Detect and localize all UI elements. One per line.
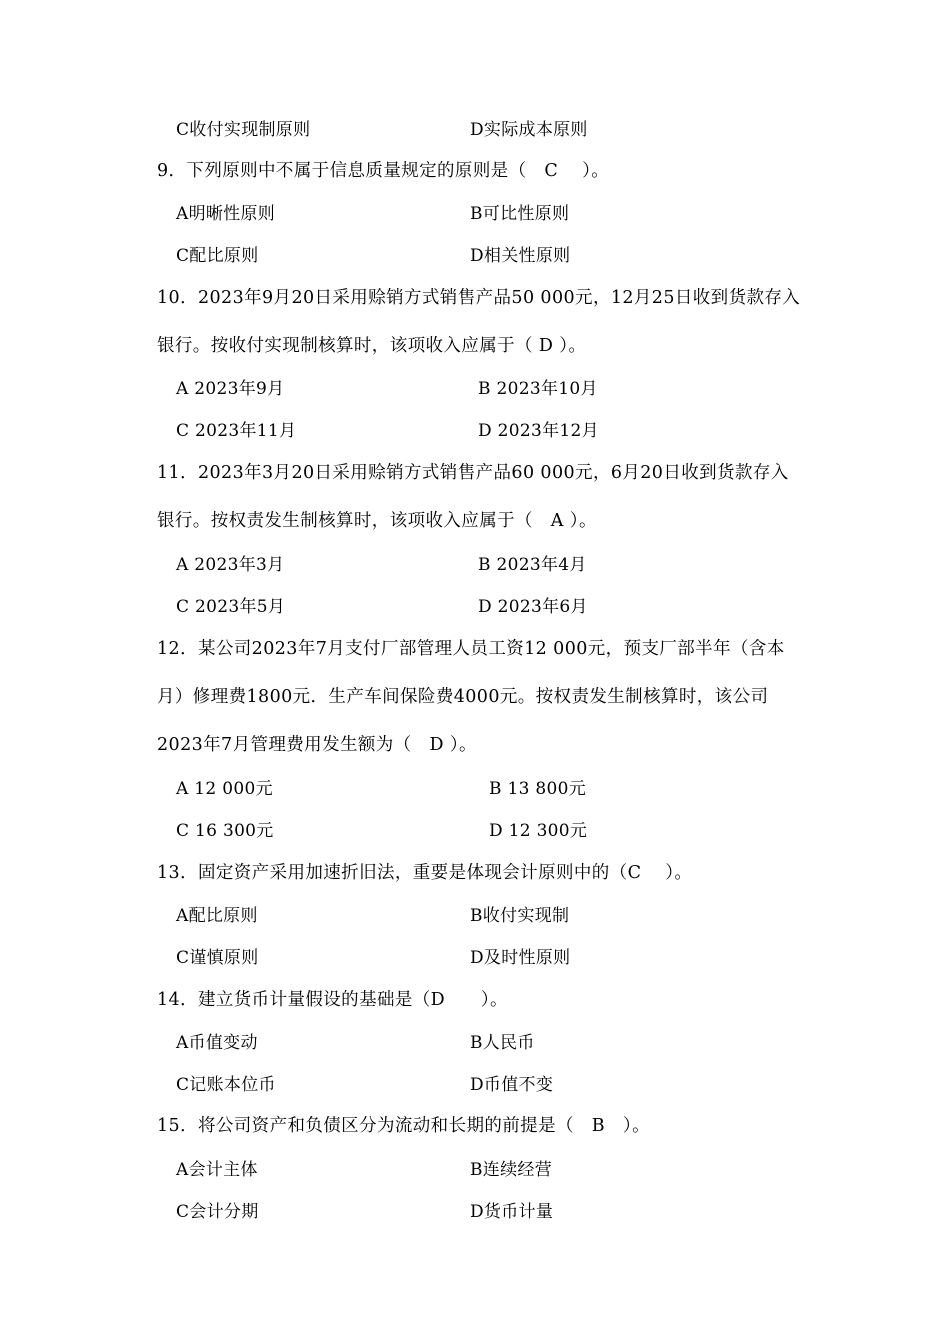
q12-stem-line-3: 2023年7月管理费用发生额为（ D ）。 bbox=[157, 735, 477, 755]
q8-option-d: D实际成本原则 bbox=[470, 120, 588, 140]
q10-option-d: D 2023年12月 bbox=[478, 421, 599, 441]
q13-option-a: A配比原则 bbox=[176, 906, 258, 926]
q14-option-b: B人民币 bbox=[470, 1033, 535, 1053]
q10-option-c: C 2023年11月 bbox=[176, 421, 297, 441]
q15-option-c: C会计分期 bbox=[176, 1202, 259, 1222]
q8-option-c: C收付实现制原则 bbox=[176, 120, 311, 140]
q14-option-c: C记账本位币 bbox=[176, 1075, 276, 1095]
q11-stem-line-1: 11．2023年3月20日采用赊销方式销售产品60 000元，6月20日收到货款存入 bbox=[157, 463, 789, 483]
q13-option-c: C谨慎原则 bbox=[176, 948, 259, 968]
q15-option-a: A会计主体 bbox=[176, 1160, 258, 1180]
q14-stem: 14．建立货币计量假设的基础是（D ）。 bbox=[157, 990, 508, 1010]
q10-option-b: B 2023年10月 bbox=[478, 379, 598, 399]
q12-option-d: D 12 300元 bbox=[489, 821, 588, 841]
q11-option-d: D 2023年6月 bbox=[478, 597, 588, 617]
q15-option-b: B连续经营 bbox=[470, 1160, 552, 1180]
q9-option-b: B可比性原则 bbox=[470, 204, 570, 224]
q12-stem-line-2: 月）修理费1800元．生产车间保险费4000元。按权责发生制核算时，该公司 bbox=[157, 687, 769, 707]
q11-option-b: B 2023年4月 bbox=[478, 555, 587, 575]
q10-stem-line-2: 银行。按收付实现制核算时，该项收入应属于（ D ）。 bbox=[157, 336, 587, 356]
q11-option-a: A 2023年3月 bbox=[176, 555, 285, 575]
q15-stem: 15．将公司资产和负债区分为流动和长期的前提是（ B ）。 bbox=[157, 1116, 650, 1136]
q13-option-b: B收付实现制 bbox=[470, 906, 570, 926]
q11-option-c: C 2023年5月 bbox=[176, 597, 286, 617]
q9-option-d: D相关性原则 bbox=[470, 246, 571, 266]
q15-option-d: D货币计量 bbox=[470, 1202, 554, 1222]
q10-option-a: A 2023年9月 bbox=[176, 379, 285, 399]
q9-option-c: C配比原则 bbox=[176, 246, 259, 266]
q13-option-d: D及时性原则 bbox=[470, 948, 571, 968]
q12-option-b: B 13 800元 bbox=[489, 779, 587, 799]
q9-stem: 9．下列原则中不属于信息质量规定的原则是（ C ）。 bbox=[157, 161, 610, 181]
q13-stem: 13．固定资产采用加速折旧法，重要是体现会计原则中的（C ）。 bbox=[157, 863, 693, 883]
q9-option-a: A明晰性原则 bbox=[176, 204, 276, 224]
q11-stem-line-2: 银行。按权责发生制核算时，该项收入应属于（ A ）。 bbox=[157, 511, 597, 531]
q12-option-c: C 16 300元 bbox=[176, 821, 274, 841]
q10-stem-line-1: 10．2023年9月20日采用赊销方式销售产品50 000元，12月25日收到货款存入 bbox=[157, 288, 801, 308]
q14-option-a: A币值变动 bbox=[176, 1033, 258, 1053]
q12-option-a: A 12 000元 bbox=[176, 779, 273, 799]
q12-stem-line-1: 12．某公司2023年7月支付厂部管理人员工资12 000元，预支厂部半年（含本 bbox=[157, 639, 785, 659]
q14-option-d: D币值不变 bbox=[470, 1075, 554, 1095]
